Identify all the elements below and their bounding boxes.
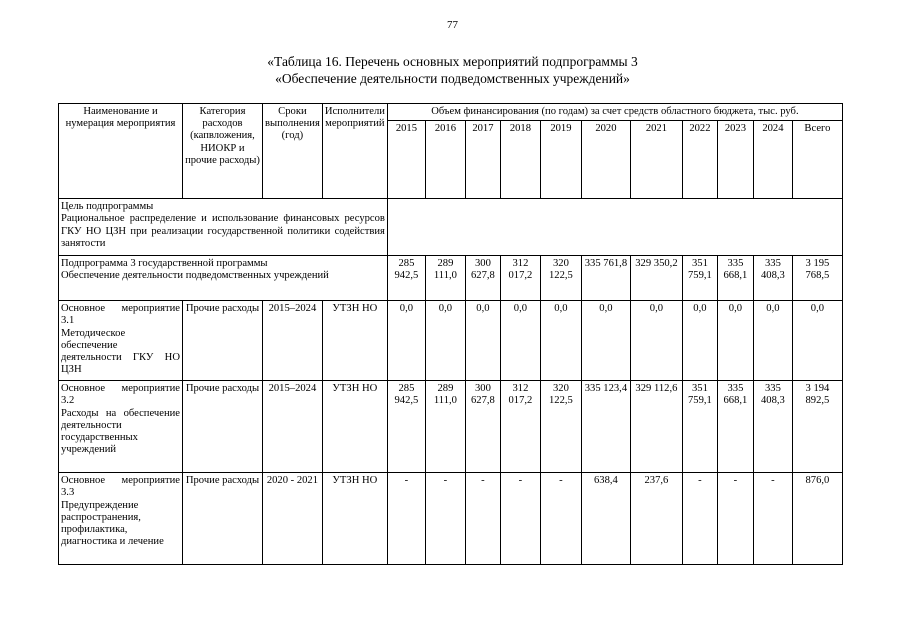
activity-head: Основное мероприятие 3.2 [61,383,180,407]
activity-name-cell [59,473,183,565]
activity-head: Основное мероприятие 3.3 [61,475,180,499]
value-cell: - [717,473,753,565]
table-title-line-1: «Таблица 16. Перечень основных мероприятий подпрограммы 3 [267,54,638,69]
value-cell: 312 017,2 [500,256,540,301]
table-title [0,53,905,87]
goal-label: Цель подпрограммы [61,201,154,213]
program-row [59,256,843,301]
header-year: 2015 [387,121,425,199]
terms-cell: 2015–2024 [263,301,323,381]
value-cell: - [500,473,540,565]
value-cell: 335 668,1 [717,256,753,301]
value-cell: - [465,473,500,565]
activity-name-cell [59,301,183,381]
value-cell: 320 122,5 [540,256,581,301]
category-cell: Прочие расходы [183,473,263,565]
category-cell: Прочие расходы [183,381,263,473]
activity-row-3-3 [59,473,843,565]
value-cell: 0,0 [425,301,465,381]
value-cell: 0,0 [581,301,630,381]
activity-text: Методическое обеспечение деятельности ГКУ НО ЦЗН [61,327,180,376]
executor-cell: УТЗН НО [322,473,387,565]
value-cell: 0,0 [500,301,540,381]
activity-row-3-1 [59,301,843,381]
value-cell: 351 759,1 [682,381,717,473]
value-cell: 285 942,5 [387,381,425,473]
terms-cell: 2020 - 2021 [263,473,323,565]
activity-head: Основное мероприятие 3.1 [61,303,180,327]
header-year: 2016 [425,121,465,199]
value-cell: 0,0 [682,301,717,381]
header-year: 2020 [581,121,630,199]
value-cell: 289 111,0 [425,256,465,301]
terms-cell: 2015–2024 [263,381,323,473]
goal-text: Рациональное распределение и использование финансовых ресурсов ГКУ НО ЦЗН при реализации государственной политики содействия занятости [61,213,385,249]
goal-cell [59,199,388,256]
value-cell: 0,0 [717,301,753,381]
value-cell: 285 942,5 [387,256,425,301]
value-cell: 335 408,3 [753,381,792,473]
value-cell: - [682,473,717,565]
value-cell: 638,4 [581,473,630,565]
value-cell: 300 627,8 [465,256,500,301]
value-cell: 320 122,5 [540,381,581,473]
header-year: 2024 [753,121,792,199]
header-row-1 [59,104,843,121]
header-year: 2017 [465,121,500,199]
value-cell: 335 123,4 [581,381,630,473]
header-year: 2018 [500,121,540,199]
header-category: Категория расходов (капвложения, НИОКР и прочие расходы) [183,104,263,199]
category-cell: Прочие расходы [183,301,263,381]
value-cell: 0,0 [465,301,500,381]
table-title-line-2: «Обеспечение деятельности подведомственных учреждений» [275,71,630,86]
activity-text: Расходы на обеспечение деятельности государственных учреждений [61,407,180,456]
value-cell: 335 668,1 [717,381,753,473]
header-year: 2023 [717,121,753,199]
activity-text: Предупреждение распространения, профилактика, диагностика и лечение [61,499,164,548]
header-year: 2021 [630,121,682,199]
value-cell: 0,0 [753,301,792,381]
executor-cell: УТЗН НО [322,301,387,381]
value-cell: 335 761,8 [581,256,630,301]
value-cell: 0,0 [387,301,425,381]
executor-cell: УТЗН НО [322,381,387,473]
header-year: 2019 [540,121,581,199]
goal-empty-cell [387,199,842,256]
value-cell: 329 112,6 [630,381,682,473]
goal-row [59,199,843,256]
value-cell: 312 017,2 [500,381,540,473]
value-cell: 237,6 [630,473,682,565]
total-cell: 3 195 768,5 [792,256,842,301]
value-cell: 329 350,2 [630,256,682,301]
value-cell: 335 408,3 [753,256,792,301]
value-cell: - [387,473,425,565]
header-funding: Объем финансирования (по годам) за счет средств областного бюджета, тыс. руб. [387,104,842,121]
value-cell: 351 759,1 [682,256,717,301]
header-year: 2022 [682,121,717,199]
total-cell: 3 194 892,5 [792,381,842,473]
value-cell: 0,0 [630,301,682,381]
total-cell: 0,0 [792,301,842,381]
header-total: Всего [792,121,842,199]
program-label: Подпрограмма 3 государственной программы [61,258,268,270]
activity-row-3-2 [59,381,843,473]
value-cell: 289 111,0 [425,381,465,473]
value-cell: 300 627,8 [465,381,500,473]
funding-table [58,103,843,565]
value-cell: - [425,473,465,565]
program-text: Обеспечение деятельности подведомственных учреждений [61,270,329,282]
value-cell: - [540,473,581,565]
header-name: Наименование и нумерация мероприятия [59,104,183,199]
value-cell: - [753,473,792,565]
program-cell [59,256,388,301]
total-cell: 876,0 [792,473,842,565]
activity-name-cell [59,381,183,473]
page-number: 77 [447,19,458,31]
header-executors: Исполнители мероприятий [322,104,387,199]
header-terms: Сроки выполнения (год) [263,104,323,199]
value-cell: 0,0 [540,301,581,381]
